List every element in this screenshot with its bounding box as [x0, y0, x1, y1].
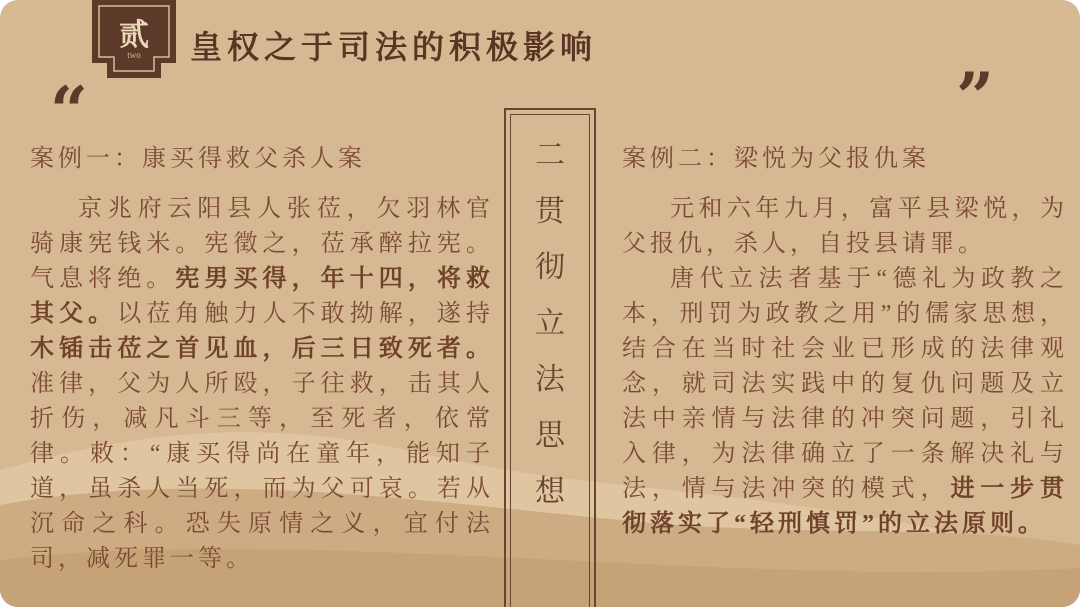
- case-two-paragraph-2: [622, 262, 1068, 542]
- vertical-title-char: 思: [535, 419, 565, 452]
- emphasized-text: 木锸击莅之首见血，后三日致死者。: [30, 336, 494, 362]
- body-text: 京兆府云阳县人张莅，欠羽林官骑康宪钱米。宪徵之，莅承醉拉宪。气息将绝。: [30, 196, 494, 292]
- vertical-title-char: 想: [535, 475, 565, 508]
- body-text: 唐代立法者基于“德礼为政教之本，刑罚为政教之用”的儒家思想，结合在当时社会业已形成的法律观念，就司法实践中的复仇问题及立法中亲情与法律的冲突问题，引礼入律，为法律确立了一条解决礼与法，情与法冲突的模式，: [622, 266, 1068, 502]
- case-one-section: [30, 142, 494, 577]
- body-text: 准律，父为人所殴，子往救，击其人折伤，减凡斗三等，至死者，依常律。敕：“康买得尚在童年，能知子道，虽杀人当死，而为父可哀。若从沉命之科。恐失原情之义，宜付法司，减死罪一等。: [30, 371, 494, 572]
- vertical-title-char: 法: [535, 363, 565, 396]
- emphasized-text: 进一步贯彻落实了“轻刑慎罚”的立法原则。: [622, 476, 1069, 537]
- close-quote-icon: ”: [956, 58, 994, 136]
- case-two-heading: 案例二：梁悦为父报仇案: [622, 146, 930, 172]
- section-number-badge: [92, 0, 176, 78]
- page-title: 皇权之于司法的积极影响: [190, 29, 598, 65]
- vertical-title-char: 立: [535, 307, 565, 340]
- vertical-title-inner-frame: [510, 114, 590, 607]
- open-quote-icon: “: [50, 72, 88, 150]
- vertical-title-panel: [504, 108, 596, 607]
- vertical-title-char: 彻: [535, 251, 565, 284]
- emphasized-text: 宪男买得，年十四，将救其父。: [30, 266, 495, 327]
- case-two-paragraph-1: 元和六年九月，富平县梁悦，为父报仇，杀人，自投县请罪。: [622, 196, 1068, 257]
- badge-caption: two: [127, 50, 141, 60]
- vertical-title-char: 贯: [535, 195, 565, 228]
- vertical-title-char: 二: [535, 139, 565, 172]
- body-text: 以莅角触力人不敢拗解，遂持: [117, 301, 495, 327]
- case-two-section: [622, 142, 1068, 542]
- case-one-body: [30, 192, 494, 577]
- badge-numeral: 贰: [119, 19, 149, 52]
- case-one-heading: 案例一：康买得救父杀人案: [30, 146, 366, 172]
